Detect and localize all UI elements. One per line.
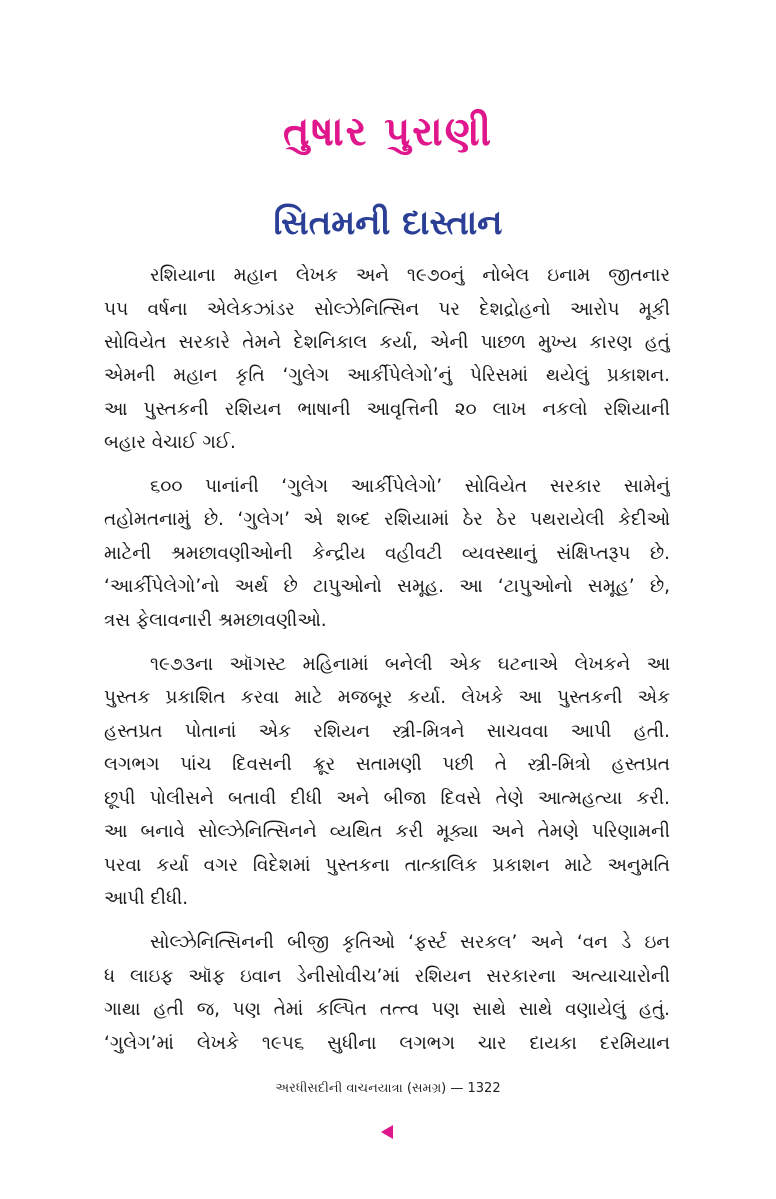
text-line: ૧૯૭૩ના ઑગસ્ટ મહિનામાં બનેલી એક ઘટનાએ લેખકને આ (150, 654, 670, 675)
chapter-title: સિતમની દાસ્તાન (273, 203, 503, 243)
text-line: રશિયાના મહાન લેખક અને ૧૯૭૦નું નોબેલ ઇનામ જીતનાર (150, 265, 670, 286)
text-line: એમની મહાન કૃતિ ‘ગુલેગ આર્કીપેલેગો’નું પેરિસમાં થયેલું પ્રકાશન. (104, 365, 670, 386)
text-line: બહાર વેચાઈ ગઈ. (104, 432, 236, 453)
text-line: આ બનાવે સોલ્ઝેનિત્સિનને વ્યથિત કરી મૂક્યા અને તેમણે પરિણામની (104, 821, 670, 842)
text-line: આપી દીધી. (104, 888, 189, 909)
text-line: ૬૦૦ પાનાંની ‘ગુલેગ આર્કીપેલેગો’ સોવિયેત સરકાર સામેનું (150, 476, 670, 497)
prev-page-button[interactable] (376, 1120, 400, 1144)
text-line: માટેની શ્રમછાવણીઓની કેન્દ્રીય વહીવટી વ્યવસ્થાનું સંક્ષિપ્તરૂપ છે. (104, 543, 670, 564)
author-name: તુષાર પુરાણી (282, 109, 494, 155)
text-line: ‘આર્કીપેલેગો’નો અર્થ છે ટાપુઓનો સમૂહ. આ ‘ટાપુઓનો સમૂહ’ છે, (104, 576, 670, 597)
text-line: છૂપી પોલીસને બતાવી દીધી અને બીજા દિવસે તેણે આત્મહત્યા કરી. (104, 788, 670, 809)
page-footer: અરધીસદીની વાચનયાત્રા (સમગ્ર) — 1322 (275, 1081, 501, 1096)
triangle-left-icon (376, 1120, 400, 1144)
text-line: પુસ્તક પ્રકાશિત કરવા માટે મજબૂર કર્યા. લેખકે આ પુસ્તકની એક (104, 687, 670, 708)
text-line: ‘ગુલેગ’માં લેખકે ૧૯૫૬ સુધીના લગભગ ચાર દાયકા દરમિયાન (104, 1033, 670, 1054)
text-line: સોવિયેત સરકારે તેમને દેશનિકાલ કર્યા, એની પાછળ મુખ્ય કારણ હતું (104, 332, 670, 353)
text-line: ત્રસ ફેલાવનારી શ્રમછાવણીઓ. (104, 610, 327, 631)
text-line: ગાથા હતી જ, પણ તેમાં કલ્પિત તત્ત્વ પણ સાથે સાથે વણાયેલું હતું. (104, 999, 670, 1020)
text-line: હસ્તપ્રત પોતાનાં એક રશિયન સ્ત્રી-મિત્રને સાચવવા આપી હતી. (104, 721, 670, 742)
text-line: લગભગ પાંચ દિવસની ક્રૂર સતામણી પછી તે સ્ત્રી-મિત્રો હસ્તપ્રત (104, 754, 670, 775)
text-line: પરવા કર્યા વગર વિદેશમાં પુસ્તકના તાત્કાલિક પ્રકાશન માટે અનુમતિ (104, 855, 670, 876)
text-line: ધ લાઇફ ઑફ ઇવાન ડેનીસોવીચ’માં રશિયન સરકારના અત્યાચારોની (104, 966, 670, 987)
text-line: તહોમતનામું છે. ‘ગુલેગ’ એ શબ્દ રશિયામાં ઠેર ઠેર પથરાયેલી કેદીઓ (104, 509, 670, 530)
text-line: આ પુસ્તકની રશિયન ભાષાની આવૃત્તિની ૨૦ લાખ નકલો રશિયાની (104, 399, 670, 420)
text-line: ૫૫ વર્ષના એલેકઝાંડર સોલ્ઝેનિત્સિન પર દેશદ્રોહનો આરોપ મૂકી (104, 299, 670, 320)
text-line: સોલ્ઝેનિત્સિનની બીજી કૃતિઓ ‘ફર્સ્ટ સરકલ’ અને ‘વન ડે ઇન (150, 932, 670, 953)
